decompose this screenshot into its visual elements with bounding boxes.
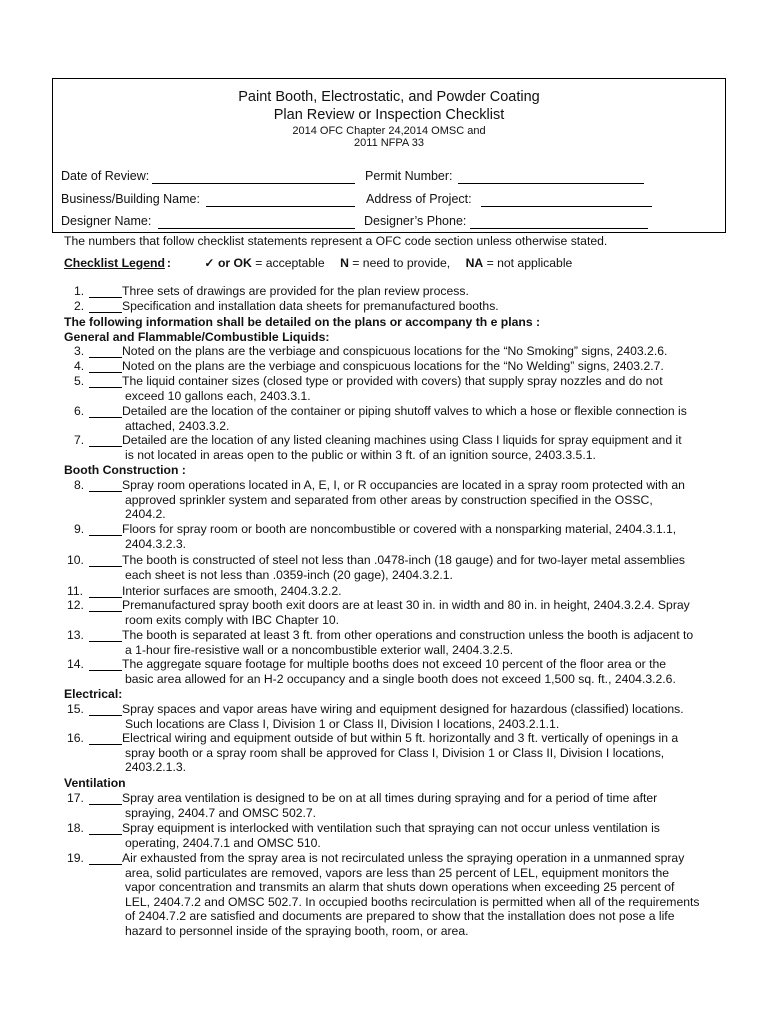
item-check-blank[interactable] (89, 715, 122, 716)
business-name-field[interactable] (206, 206, 355, 207)
item-text: a 1-hour fire-resistive wall or a noncombustible exterior wall, 2404.3.2.5. (125, 642, 514, 657)
item-text: Air exhausted from the spray area is not recirculated unless the spraying operation in a unmanned spray (122, 851, 685, 865)
item-check-blank[interactable] (89, 535, 122, 536)
document-subtitle: Plan Review or Inspection Checklist (273, 107, 505, 123)
heading-electrical: Electrical: (64, 687, 123, 701)
item-text: Interior surfaces are smooth, 2404.3.2.2. (122, 584, 342, 598)
date-of-review-field[interactable] (152, 183, 355, 184)
code-reference-line1: 2014 OFC Chapter 24,2014 OMSC and (292, 125, 486, 137)
heading-plans: The following information shall be detailed on the plans or accompany th e plans : (64, 315, 541, 329)
item-check-blank[interactable] (89, 357, 122, 358)
item-number: 11. (67, 584, 84, 598)
document-title: Paint Booth, Electrostatic, and Powder Coating (238, 89, 540, 105)
item-text: operating, 2404.7.1 and OMSC 510. (125, 835, 321, 850)
item-number: 3. (74, 344, 85, 358)
legend-ok-text: = acceptable (255, 256, 325, 270)
designers-phone-field[interactable] (470, 228, 648, 229)
legend-n-mark: N (340, 256, 349, 270)
item-text: 2404.3.2.3. (125, 536, 186, 551)
legend-n-text: = need to provide, (352, 256, 451, 270)
item-check-blank[interactable] (89, 670, 122, 671)
item-text: The booth is separated at least 3 ft. from other operations and construction unless the booth is adjacent to (122, 628, 694, 642)
item-text: Noted on the plans are the verbiage and conspicuous locations for the “No Smoking” signs, 2403.2.6. (122, 344, 668, 358)
item-text: attached, 2403.3.2. (125, 418, 230, 433)
item-text: Specification and installation data sheets for premanufactured booths. (122, 299, 499, 313)
legend-na-text: = not applicable (486, 256, 573, 270)
item-number: 8. (74, 478, 85, 492)
item-check-blank[interactable] (89, 297, 122, 298)
item-check-blank[interactable] (89, 417, 122, 418)
item-text: Electrical wiring and equipment outside of but within 5 ft. horizontally and 3 ft. vertically of openings in a (122, 731, 679, 745)
item-text: Floors for spray room or booth are noncombustible or covered with a nonsparking material, 2404.3.1.1, (122, 522, 677, 536)
item-check-blank[interactable] (89, 312, 122, 313)
heading-booth-construction: Booth Construction : (64, 463, 186, 477)
heading-liquids: General and Flammable/Combustible Liquids: (64, 330, 330, 344)
business-name-label: Business/Building Name: (61, 192, 200, 206)
checklist-legend (64, 256, 572, 270)
item-number: 14. (67, 657, 84, 671)
item-check-blank[interactable] (89, 804, 122, 805)
item-check-blank[interactable] (89, 834, 122, 835)
item-text: Spray room operations located in A, E, I, or R occupancies are located in a spray room protected with an (122, 478, 685, 492)
item-number: 6. (74, 404, 85, 418)
item-text: Premanufactured spray booth exit doors are at least 30 in. in width and 80 in. in height, 2404.3.2.4. Spray (122, 598, 690, 612)
intro-text: The numbers that follow checklist statements represent a OFC code section unless otherwise stated. (64, 234, 608, 248)
heading-ventilation: Ventilation (64, 776, 126, 790)
item-check-blank[interactable] (89, 372, 122, 373)
item-number: 12. (67, 598, 84, 612)
item-number: 5. (74, 374, 85, 388)
address-of-project-field[interactable] (481, 206, 652, 207)
item-number: 19. (67, 851, 84, 865)
item-text: spraying, 2404.7 and OMSC 502.7. (125, 805, 317, 820)
address-of-project-label: Address of Project: (366, 192, 472, 206)
item-text: room exits comply with IBC Chapter 10. (125, 612, 340, 627)
item-text: Detailed are the location of the container or piping shutoff valves to which a hose or flexible connection is (122, 404, 687, 418)
item-text: 2403.2.1.3. (125, 760, 186, 775)
designer-name-field[interactable] (158, 228, 355, 229)
item-number: 15. (67, 702, 84, 716)
item-text: The booth is constructed of steel not less than .0478-inch (18 gauge) and for two-layer metal assemblies (122, 553, 685, 567)
item-text: basic area allowed for an H-2 occupancy and a single booth does not exceed 1,500 sq. ft., 2404.3.2.6. (125, 671, 676, 686)
designers-phone-label: Designer’s Phone: (364, 214, 467, 228)
item-check-blank[interactable] (89, 491, 122, 492)
item-number: 4. (74, 359, 85, 373)
item-text: hazard to personnel inside of the spraying booth, room, or area. (125, 924, 469, 938)
item-text: spray booth or a spray room shall be approved for Class I, Division 1 or Class II, Division I locations, (125, 745, 665, 760)
item-number: 13. (67, 628, 84, 642)
item-text: vapor concentration and transmits an alarm that shuts down operations when exceeding 25 percent of (125, 880, 675, 895)
item-check-blank[interactable] (89, 744, 122, 745)
code-reference-line2: 2011 NFPA 33 (354, 137, 424, 149)
legend-na-mark: NA (465, 256, 484, 270)
item-text: is not located in areas open to the public or within 3 ft. of an ignition source, 2403.3.5.1. (125, 447, 596, 462)
item-text: approved sprinkler system and separated from other areas by construction specified in the OSSC, (125, 492, 653, 507)
item-text: Detailed are the location of any listed cleaning machines using Class I liquids for spray equipment and it (122, 433, 682, 447)
item-number: 18. (67, 821, 84, 835)
item-number: 10. (67, 553, 84, 567)
item-text: exceed 10 gallons each, 2403.3.1. (125, 388, 311, 403)
item-text: Spray spaces and vapor areas have wiring and equipment designed for hazardous (classified) locations. (122, 702, 684, 716)
item-text: Spray equipment is interlocked with ventilation such that spraying can not occur unless ventilation is (122, 821, 660, 835)
item-text: of 2404.7.2 are satisfied and documents are prepared to show that the installation does not pose a life (125, 909, 675, 924)
item-number: 16. (67, 731, 84, 745)
permit-number-label: Permit Number: (365, 169, 453, 183)
legend-label: Checklist Legend (64, 256, 165, 270)
item-check-blank[interactable] (89, 387, 122, 388)
item-text: 2404.2. (125, 507, 166, 522)
item-check-blank[interactable] (89, 864, 122, 865)
item-text: Noted on the plans are the verbiage and conspicuous locations for the “No Welding” signs, 2403.2.7. (122, 359, 664, 373)
checklist-header-box (52, 78, 726, 233)
item-text: The liquid container sizes (closed type or provided with covers) that supply spray nozzles and do not (122, 374, 663, 388)
item-text: Spray area ventilation is designed to be on at all times during spraying and for a period of time after (122, 791, 658, 805)
legend-ok-mark: ✓ or OK (204, 256, 252, 270)
item-text: each sheet is not less than .0359-inch (20 gage), 2404.3.2.1. (125, 567, 453, 582)
date-of-review-label: Date of Review: (61, 169, 150, 183)
item-text: Such locations are Class I, Division 1 or Class II, Division I locations, 2403.2.1.1. (125, 716, 560, 731)
item-number: 1. (74, 284, 85, 298)
item-check-blank[interactable] (89, 597, 122, 598)
legend-colon: : (166, 256, 171, 270)
item-text: LEL, 2404.7.2 and OMSC 502.7. In occupied booths recirculation is permitted when all of the requirements (125, 894, 700, 909)
item-number: 17. (67, 791, 84, 805)
item-check-blank[interactable] (89, 641, 122, 642)
item-text: Three sets of drawings are provided for the plan review process. (122, 284, 469, 298)
item-number: 9. (74, 522, 85, 536)
item-check-blank[interactable] (89, 611, 122, 612)
item-number: 2. (74, 299, 85, 313)
item-text: The aggregate square footage for multiple booths does not exceed 10 percent of the floor area or the (122, 657, 667, 671)
item-number: 7. (74, 433, 85, 447)
designer-name-label: Designer Name: (61, 214, 152, 228)
item-check-blank[interactable] (89, 566, 122, 567)
permit-number-field[interactable] (458, 183, 644, 184)
item-text: area, solid particulates are removed, vapors are less than 25 percent of LEL, equipment monitors the (125, 865, 669, 880)
item-check-blank[interactable] (89, 446, 122, 447)
